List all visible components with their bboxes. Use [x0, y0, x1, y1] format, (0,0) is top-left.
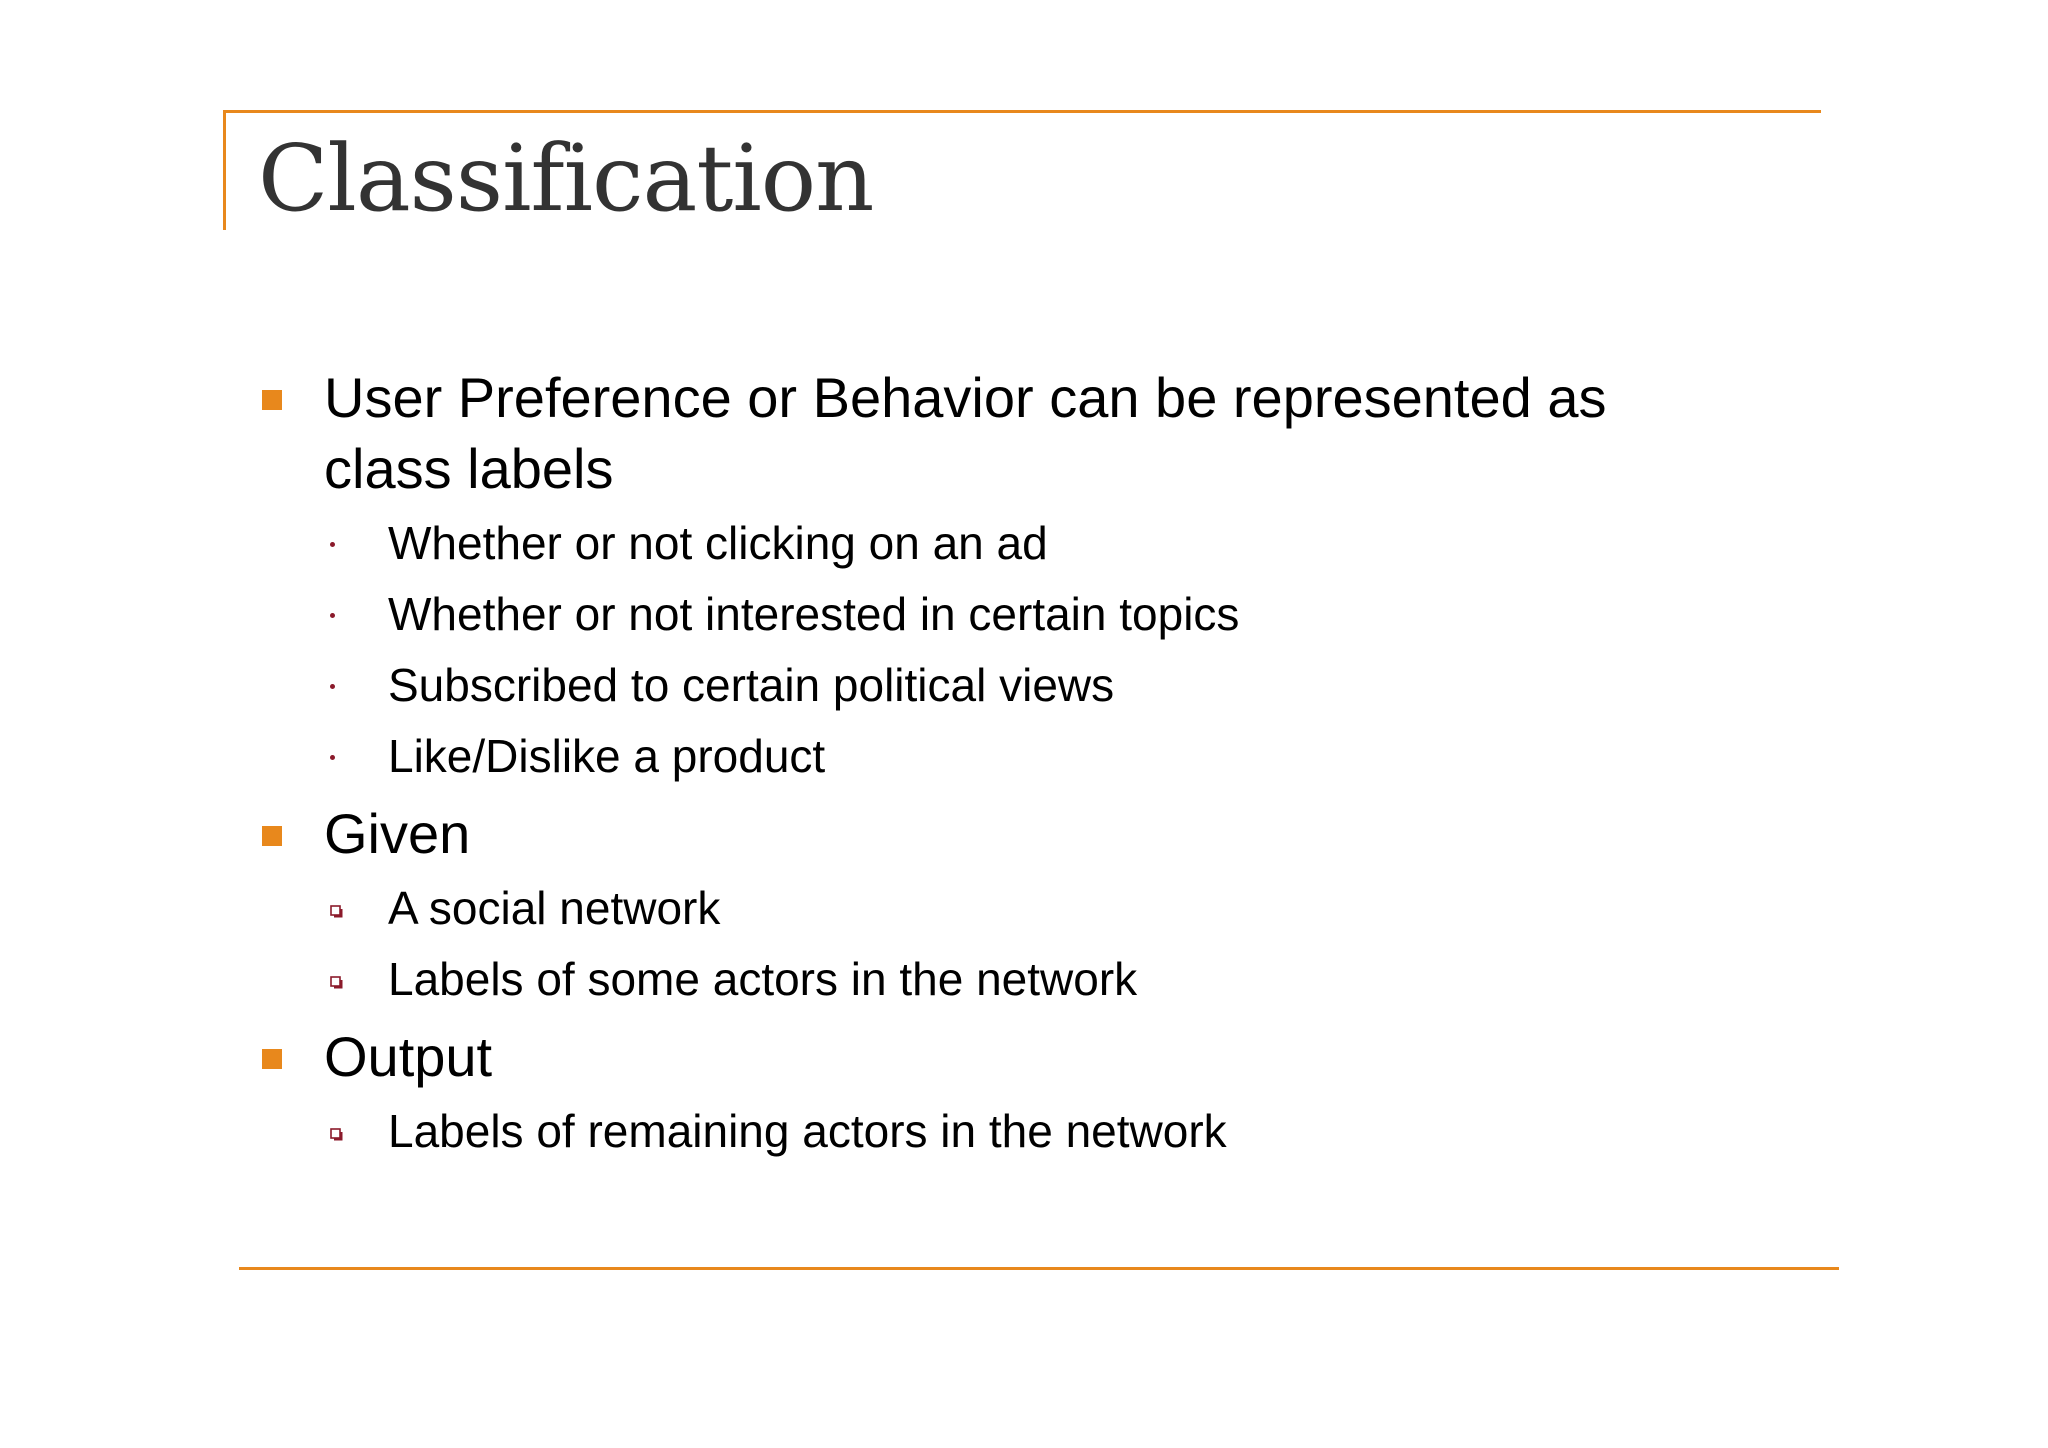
bullet-group-3	[258, 1021, 1818, 1160]
sub-bullet-text: Labels of some actors in the network	[388, 953, 1138, 1005]
footer-rule	[239, 1267, 1839, 1270]
sub-bullet-item	[258, 879, 1818, 937]
sub-bullet-text: A social network	[388, 882, 721, 934]
slide-title: Classification	[258, 125, 874, 232]
sub-bullet-text: Labels of remaining actors in the network	[388, 1105, 1227, 1157]
slide-content	[258, 362, 1818, 1173]
sub-bullet-text: Whether or not interested in certain topics	[388, 588, 1240, 640]
square-bullet-icon	[262, 390, 282, 410]
bullet-group-1	[258, 362, 1818, 785]
title-frame-top-rule	[223, 110, 1821, 113]
checkbox-bullet-icon	[330, 1128, 343, 1141]
sub-bullet-text: Subscribed to certain political views	[388, 659, 1115, 711]
sub-bullet-item	[258, 727, 1818, 785]
checkbox-bullet-icon	[330, 905, 343, 918]
sub-bullet-item	[258, 514, 1818, 572]
bullet-item	[258, 362, 1818, 504]
bullet-text: Given	[324, 802, 471, 865]
sub-bullet-text: Whether or not clicking on an ad	[388, 517, 1048, 569]
sub-bullet-item	[258, 656, 1818, 714]
checkbox-bullet-icon	[330, 976, 343, 989]
dot-bullet-icon	[330, 613, 335, 618]
dot-bullet-icon	[330, 755, 335, 760]
sub-bullet-item	[258, 585, 1818, 643]
sub-bullet-item	[258, 1102, 1818, 1160]
square-bullet-icon	[262, 1049, 282, 1069]
bullet-text-line-2: class labels	[324, 437, 614, 500]
bullet-text-line-1: User Preference or Behavior can be represented as	[324, 366, 1607, 429]
square-bullet-icon	[262, 826, 282, 846]
sub-bullet-item	[258, 950, 1818, 1008]
dot-bullet-icon	[330, 542, 335, 547]
bullet-item	[258, 798, 1818, 869]
dot-bullet-icon	[330, 684, 335, 689]
bullet-item	[258, 1021, 1818, 1092]
title-frame-left-rule	[223, 110, 226, 230]
sub-bullet-text: Like/Dislike a product	[388, 730, 826, 782]
bullet-text: Output	[324, 1025, 493, 1088]
bullet-group-2	[258, 798, 1818, 1008]
